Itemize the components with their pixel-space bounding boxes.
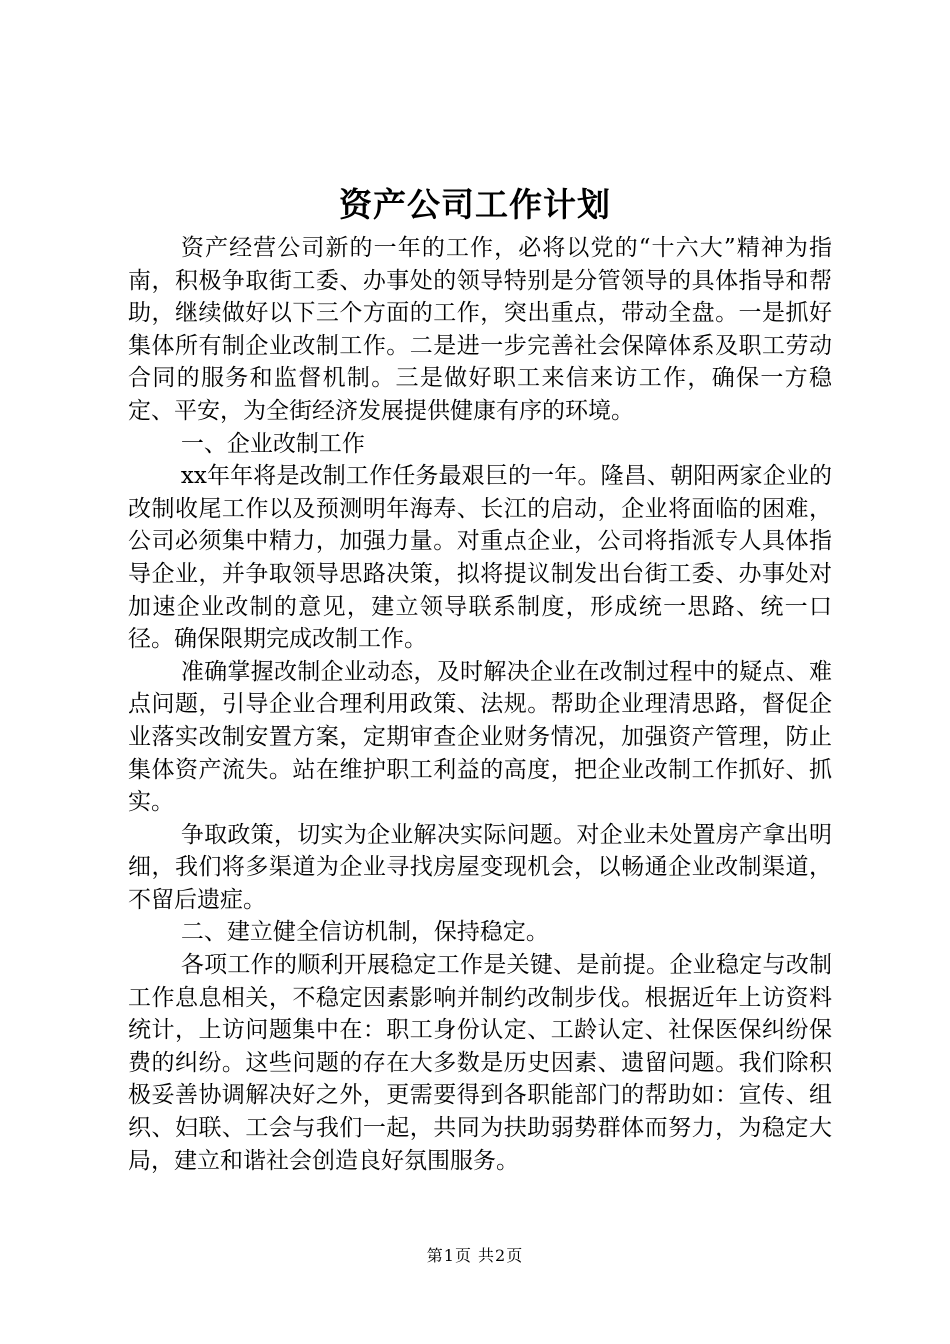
document-title: 资产公司工作计划 [339,185,611,224]
section-heading-2: 二、建立健全信访机制，保持稳定。 [180,919,549,946]
paragraph: xx年年将是改制工作任务最艰巨的一年。隆昌、朝阳两家企业的改制收尾工作以及预测明年海寿、长江的启动，企业将面临的困难，公司必须集中精力，加强力量。对重点企业，公司将指派专人具体指导企业，并争取领导思路决策，拟将提议制发出台街工委、办事处对加速企业改制的意见，建立领导联系制度，形成统一思路、统一口径。确保限期完成改制工作。 [128,463,832,653]
document-body [128,232,832,1177]
paragraph-intro: 资产经营公司新的一年的工作，必将以党的“十六大”精神为指南，积极争取街工委、办事处的领导特别是分管领导的具体指导和帮助，继续做好以下三个方面的工作，突出重点，带动全盘。一是抓好集体所有制企业改制工作。二是进一步完善社会保障体系及职工劳动合同的服务和监督机制。三是做好职工来信来访工作，确保一方稳定、平安，为全街经济发展提供健康有序的环境。 [128,235,832,424]
paragraph: 各项工作的顺利开展稳定工作是关键、是前提。企业稳定与改制工作息息相关，不稳定因素影响并制约改制步伐。根据近年上访资料统计，上访问题集中在：职工身份认定、工龄认定、社保医保纠纷保费的纠纷。这些问题的存在大多数是历史因素、遗留问题。我们除积极妥善协调解决好之外，更需要得到各职能部门的帮助如：宣传、组织、妇联、工会与我们一起，共同为扶助弱势群体而努力，为稳定大局，建立和谐社会创造良好氛围服务。 [128,952,832,1174]
paragraph: 争取政策，切实为企业解决实际问题。对企业未处置房产拿出明细，我们将多渠道为企业寻找房屋变现机会，以畅通企业改制渠道，不留后遗症。 [128,821,832,913]
section-heading-1: 一、企业改制工作 [180,430,365,457]
paragraph: 准确掌握改制企业动态，及时解决企业在改制过程中的疑点、难点问题，引导企业合理利用政策、法规。帮助企业理清思路，督促企业落实改制安置方案，定期审查企业财务情况，加强资产管理，防止集体资产流失。站在维护职工利益的高度，把企业改制工作抓好、抓实。 [128,658,832,816]
page-number-footer: 第1页 共2页 [426,1246,524,1265]
